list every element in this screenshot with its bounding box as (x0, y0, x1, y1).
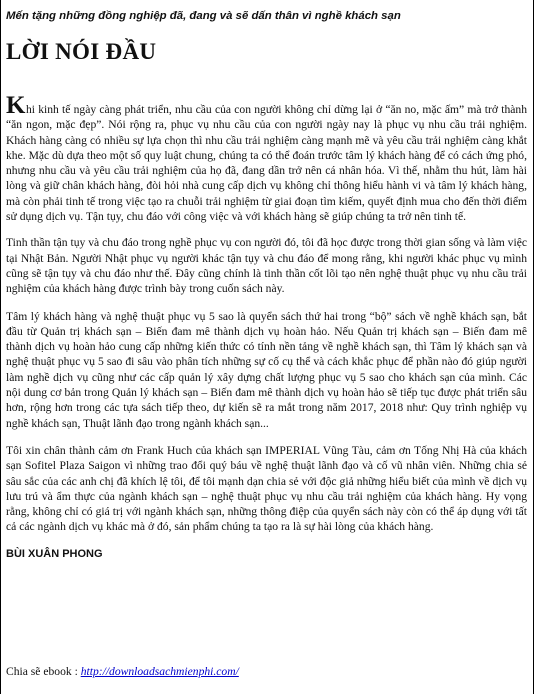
dedication-line: Mến tặng những đồng nghiệp đã, đang và sẽ dấn thân vì nghề khách sạn (6, 10, 401, 22)
author-signature: BÙI XUÂN PHONG (6, 547, 103, 560)
paragraph-2: Tinh thần tận tụy và chu đáo trong nghề phục vụ con người đó, tôi đã học được trong thời gian sống và làm việc tại Nhật Bản. Người Nhật phục vụ người khác tận tụy và chu đáo để mong rằng, khi người khác phục vụ mình cũng sẽ tận tụy và chu đáo như thế. Đây cũng chính là tinh thần cốt lõi tạo nên nghệ thuật phục vụ nhu cầu trải nghiệm của khách hàng được trình bày trong cuốn sách này. (6, 236, 527, 296)
preface-body (6, 92, 527, 561)
paragraph-4: Tôi xin chân thành cảm ơn Frank Huch của khách sạn IMPERIAL Vũng Tàu, cảm ơn Tống Nhị Hà của khách sạn Sofitel Plaza Saigon vì những trao đổi quý báu về nghệ thuật lãnh đạo và cố vũ nhân viên. Những chia sẻ sâu sắc của các anh chị đã khích lệ tôi, để tôi mạnh dạn chia sẻ với độc giả những hiểu biết của mình về dịch vụ lưu trú và ẩm thực của ngành khách sạn – nghệ thuật phục vụ nhu cầu trải nghiệm của khách hàng. Hy vọng rằng, không chỉ có giá trị với ngành khách sạn, những thông điệp của quyển sách này còn có thể áp dụng với tất cả các ngành dịch vụ khác mà ở đó, sản phẩm chúng ta tạo ra là sự hài lòng của khách hàng. (6, 443, 527, 534)
paragraph-1 (6, 92, 527, 224)
paragraph-3: Tâm lý khách hàng và nghệ thuật phục vụ 5 sao là quyển sách thứ hai trong “bộ” sách về nghề khách sạn, bắt đầu từ Quản trị khách sạn – Biến đam mê thành dịch vụ hoàn hảo. Nếu Quản trị khách sạn – Biến đam mê thành dịch vụ hoàn hảo cung cấp những kiến thức có tính nền tảng về nghề khách sạn, thì Tâm lý khách sạn và nghệ thuật phục vụ 5 sao đi sâu vào phân tích những sự cố cụ thể và cách khắc phục để phần nào đó giúp người làm nghề dịch vụ cũng như các cấp quản lý xây dựng chất lượng phục vụ 5 sao cho khách sạn của mình. Các nội dung cơ bản trong Quản lý khách sạn – Biến đam mê thành dịch vụ hoàn hảo sẽ tiếp tục được phát triển sâu hơn, rộng hơn trong các tựa sách tiếp theo, dự kiến sẽ ra mắt trong năm 2017, 2018 như: Quy trình nghiệp vụ nghề khách sạn, Thuật lãnh đạo trong ngành khách sạn... (6, 309, 527, 430)
share-line (6, 664, 239, 679)
page-title: LỜI NÓI ĐẦU (6, 39, 157, 64)
share-link[interactable]: http://downloadsachmienphi.com/ (80, 665, 239, 678)
share-label: Chia sẽ ebook : (6, 665, 81, 678)
page-left-border (0, 0, 1, 694)
paragraph-1-text: hi kinh tế ngày càng phát triển, nhu cầu của con người không chỉ dừng lại ở “ăn no, mặc ấm” mà trở thành “ăn ngon, mặc đẹp”. Nói rộng ra, phục vụ nhu cầu của con người ngày nay là phục vụ nhu cầu trải nghiệm. Khách hàng càng có nhiều sự lựa chọn thì nhu cầu trải nghiệm càng mạnh mẽ và yêu cầu trải nghiệm càng khắt khe. Mặc dù dựa theo một số quy luật chung, chúng ta có thể đoán trước tâm lý khách hàng để có cách ứng phó, nhưng nhu cầu và yêu cầu trải nghiệm của họ đã, đang dần trở nên cá nhân hóa. Vì thế, nhằm thu hút, làm hài lòng và giữ chân khách hàng, đòi hỏi nhà cung cấp dịch vụ không chỉ thông hiểu hành vi và tâm lý khách hàng, mà còn phải tinh tế trong việc tạo ra chuỗi trải nghiệm từ giai đoạn tìm kiếm, quyết định mua cho đến thời điểm sử dụng dịch vụ. Tận tụy, chu đáo với công việc và với khách hàng sẽ giúp chúng ta trở nên tinh tế. (6, 103, 527, 224)
drop-cap-letter: K (6, 92, 26, 119)
